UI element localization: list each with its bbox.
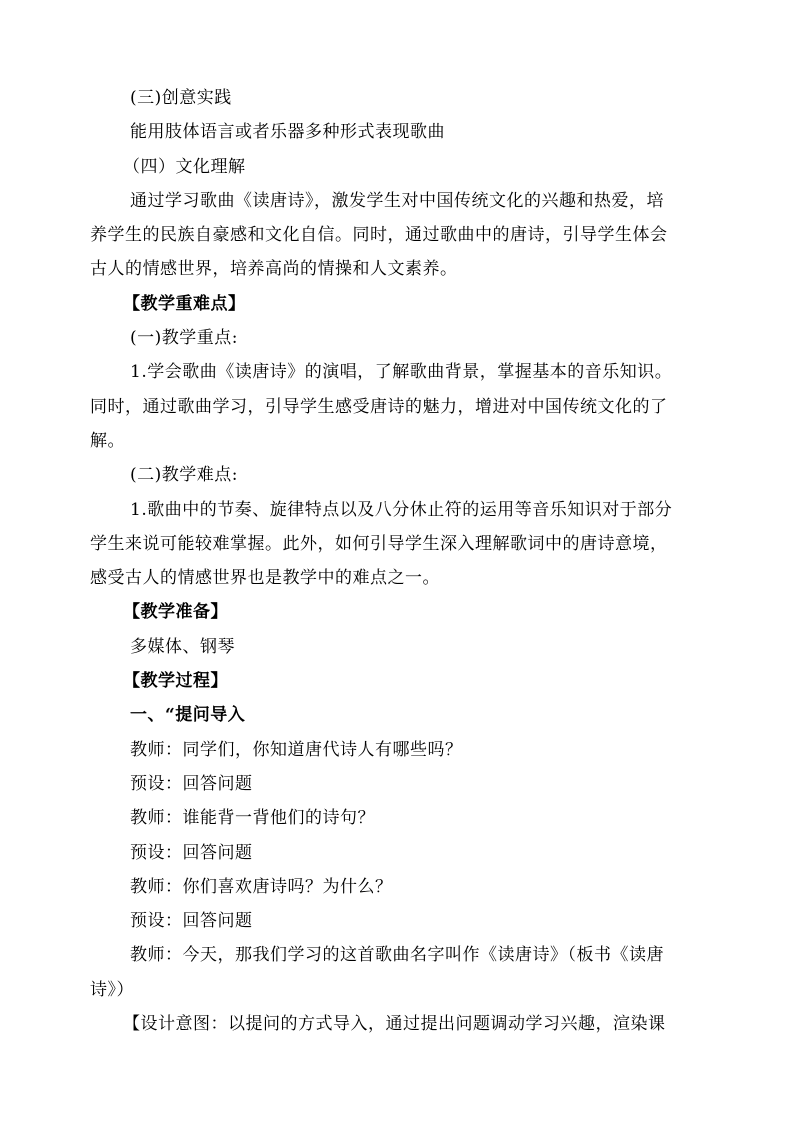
paragraph-line: 解。 bbox=[90, 430, 125, 451]
subheading-key-points: (一)教学重点: bbox=[130, 328, 238, 349]
design-intent-line: 【设计意图：以提问的方式导入，通过提出问题调动学习兴趣，渲染课 bbox=[123, 1014, 666, 1035]
dialogue-line: 教师：谁能背一背他们的诗句？ bbox=[130, 808, 375, 829]
paragraph-line: 养学生的民族自豪感和文化自信。同时，通过歌曲中的唐诗，引导学生体会 bbox=[90, 225, 668, 246]
subheading-question-intro: 一、“提问导入 bbox=[130, 705, 246, 726]
paragraph-line: 古人的情感世界，培养高尚的情操和人文素养。 bbox=[90, 259, 458, 280]
paragraph-line: 多媒体、钢琴 bbox=[130, 636, 235, 657]
paragraph-line: 学生来说可能较难掌握。此外，如何引导学生深入理解歌词中的唐诗意境， bbox=[90, 533, 668, 554]
document-body bbox=[90, 81, 720, 1041]
section-heading-teaching-process: 【教学过程】 bbox=[123, 671, 228, 692]
paragraph-line: 感受古人的情感世界也是教学中的难点之一。 bbox=[90, 568, 440, 589]
dialogue-line: 预设：回答问题 bbox=[130, 773, 253, 794]
dialogue-line: 教师：你们喜欢唐诗吗？为什么？ bbox=[130, 876, 393, 897]
dialogue-line: 预设：回答问题 bbox=[130, 842, 253, 863]
dialogue-line: 预设：回答问题 bbox=[130, 911, 253, 932]
paragraph-line: 同时，通过歌曲学习，引导学生感受唐诗的魅力，增进对中国传统文化的了 bbox=[90, 396, 668, 417]
paragraph-line: 1.学会歌曲《读唐诗》的演唱，了解歌曲背景，掌握基本的音乐知识。 bbox=[130, 362, 673, 383]
section-heading-key-difficult-points: 【教学重难点】 bbox=[123, 293, 246, 314]
paragraph-line: 1.歌曲中的节奏、旋律特点以及八分休止符的运用等音乐知识对于部分 bbox=[130, 499, 673, 520]
dialogue-line: 诗》） bbox=[90, 979, 134, 1000]
heading-cultural-understanding: （四）文化理解 bbox=[123, 156, 246, 177]
subheading-difficult-points: (二)教学难点: bbox=[130, 465, 238, 486]
dialogue-line: 教师：同学们，你知道唐代诗人有哪些吗？ bbox=[130, 739, 463, 760]
section-heading-preparation: 【教学准备】 bbox=[123, 602, 228, 623]
paragraph-line: 通过学习歌曲《读唐诗》，激发学生对中国传统文化的兴趣和热爱，培 bbox=[130, 190, 664, 211]
dialogue-line: 教师：今天，那我们学习的这首歌曲名字叫作《读唐诗》（板书《读唐 bbox=[130, 945, 664, 966]
heading-creative-practice: (三)创意实践 bbox=[130, 88, 232, 108]
paragraph-line: 能用肢体语言或者乐器多种形式表现歌曲 bbox=[130, 122, 445, 143]
